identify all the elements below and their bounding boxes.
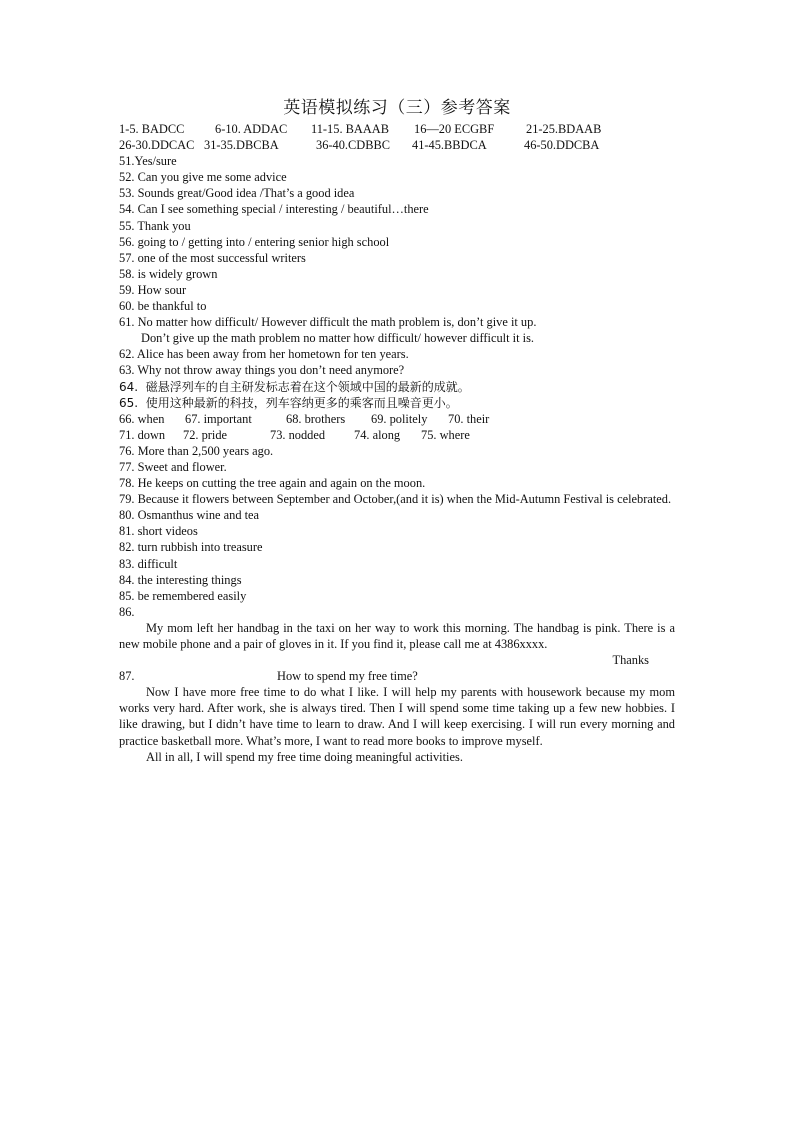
mc-answers-row-2 — [119, 137, 675, 153]
essay-title: How to spend my free time? — [277, 669, 418, 684]
answer-line: 63. Why not throw away things you don’t need anymore? — [119, 363, 405, 378]
question-86-number: 86. — [119, 604, 135, 619]
answer-line: 51.Yes/sure — [119, 154, 177, 169]
cloze-answers-row-2 — [119, 427, 675, 443]
mc-group: 26-30.DDCAC — [119, 138, 195, 153]
answer-line: 62. Alice has been away from her hometown for ten years. — [119, 347, 409, 362]
answer-line: 84. the interesting things — [119, 572, 242, 587]
answer-line: 56. going to / getting into / entering senior high school — [119, 234, 390, 249]
cloze-answer: 70. their — [448, 411, 490, 426]
cloze-answer: 74. along — [354, 427, 401, 442]
answer-line: 78. He keeps on cutting the tree again and again on the moon. — [119, 476, 426, 491]
answer-line: 76. More than 2,500 years ago. — [119, 443, 274, 458]
answer-line: 85. be remembered easily — [119, 588, 247, 603]
mc-group: 16—20 ECGBF — [414, 122, 495, 136]
answer-line: 77. Sweet and flower. — [119, 459, 227, 474]
mc-group: 36-40.CDBBC — [316, 138, 391, 153]
mc-group: 11-15. BAAAB — [311, 122, 390, 136]
cloze-answer: 72. pride — [183, 427, 228, 442]
cloze-answer: 75. where — [421, 427, 470, 442]
mc-group: 46-50.DDCBA — [524, 138, 600, 153]
page-title: 英语模拟练习（三）参考答案 — [283, 98, 511, 117]
essay-paragraph: Now I have more free time to do what I like. I will help my parents with housework because my mom works very hard. After work, she is always tired. Then I will spend some time taking up a few new hobbies. I like drawing, but I didn’t have time to learn to draw. And I will keep exercising. I will run every morning and practice basketball more. What’s more, I want to read more books to improve myself. — [119, 685, 675, 748]
cloze-answer: 71. down — [119, 427, 166, 442]
answer-line: 53. Sounds great/Good idea /That’s a good idea — [119, 186, 355, 201]
question-86-signoff: Thanks — [612, 653, 649, 668]
question-86-notice: My mom left her handbag in the taxi on her way to work this morning. The handbag is pink. There is a new mobile phone and a pair of gloves in it. If you find it, please call me at 4386xxxx. — [119, 620, 675, 651]
document-body — [119, 97, 675, 765]
cloze-answer: 69. politely — [371, 411, 428, 426]
answer-line: 83. difficult — [119, 556, 178, 571]
mc-group: 1-5. BADCC — [119, 122, 185, 136]
answer-line: 52. Can you give me some advice — [119, 170, 287, 185]
cloze-answer: 67. important — [185, 411, 252, 426]
cloze-answer: 66. when — [119, 411, 165, 426]
answer-line: 54. Can I see something special / interesting / beautiful…there — [119, 202, 429, 217]
question-87-number: 87. — [119, 669, 135, 684]
answer-line: 55. Thank you — [119, 218, 191, 233]
answer-line: 82. turn rubbish into treasure — [119, 540, 263, 555]
mc-group: 31-35.DBCBA — [204, 138, 279, 153]
answer-line: 60. be thankful to — [119, 299, 207, 314]
answer-line: 57. one of the most successful writers — [119, 250, 306, 265]
mc-answers-row-1 — [119, 121, 675, 137]
cloze-answer: 68. brothers — [286, 411, 346, 426]
translation-answer: 65. 使用这种最新的科技，列车容纳更多的乘客而且噪音更小。 — [119, 395, 458, 410]
essay-paragraph: All in all, I will spend my free time doing meaningful activities. — [146, 749, 463, 764]
mc-group: 21-25.BDAAB — [526, 122, 602, 136]
answer-line: 80. Osmanthus wine and tea — [119, 508, 260, 523]
question-87-header — [119, 668, 675, 684]
answer-line: 58. is widely grown — [119, 266, 218, 281]
mc-group: 6-10. ADDAC — [215, 122, 288, 136]
cloze-answers-row-1 — [119, 411, 675, 427]
cloze-answer: 73. nodded — [270, 427, 326, 442]
answer-line: 81. short videos — [119, 524, 198, 539]
answer-line-alt: Don’t give up the math problem no matter how difficult/ however difficult it is. — [141, 331, 534, 346]
mc-group: 41-45.BBDCA — [412, 138, 487, 153]
answer-line: 59. How sour — [119, 282, 187, 297]
answer-line: 79. Because it flowers between September and October,(and it is) when the Mid-Autumn Festival is celebrated. — [119, 492, 672, 507]
translation-answer: 64. 磁悬浮列车的自主研发标志着在这个领域中国的最新的成就。 — [119, 379, 470, 394]
answer-line: 61. No matter how difficult/ However difficult the math problem is, don’t give it up. — [119, 315, 537, 330]
